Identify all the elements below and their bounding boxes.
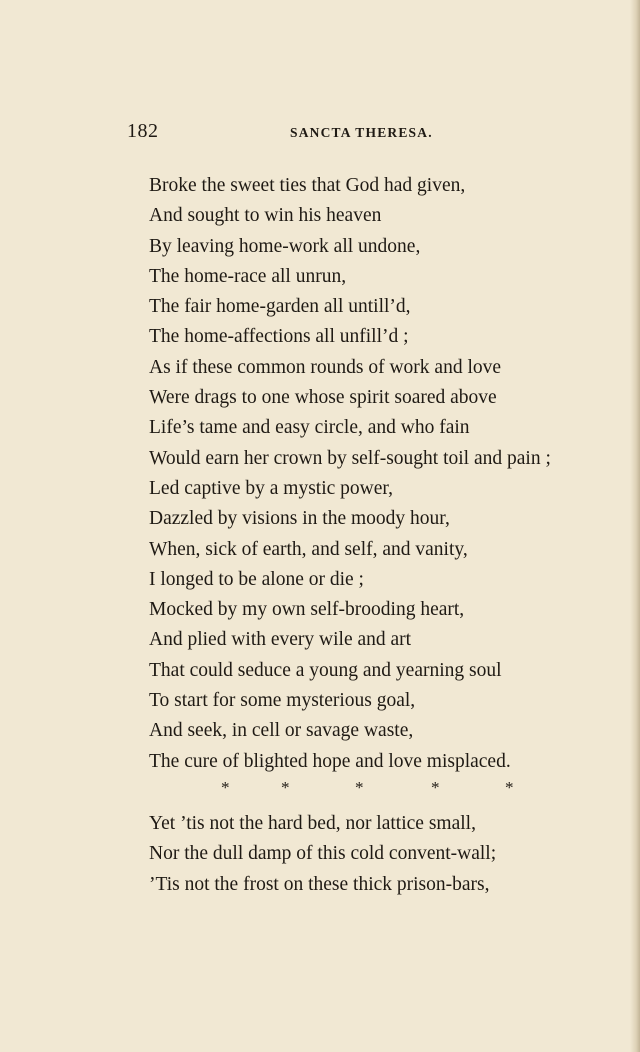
poem-line: The home-affections all unfill’d ;	[149, 326, 409, 348]
poem-line: Mocked by my own self-brooding heart,	[149, 599, 465, 621]
poem-line: Broke the sweet ties that God had given,	[149, 175, 466, 196]
poem-line: The fair home-garden all untill’d,	[149, 296, 411, 318]
poem-line: And sought to win his heaven	[149, 205, 382, 227]
poem-line: When, sick of earth, and self, and vanity,	[149, 538, 468, 560]
poem-stanza-1	[149, 171, 619, 777]
running-head	[127, 120, 447, 150]
poem-line: By leaving home-work all undone,	[149, 235, 421, 257]
running-title: SANCTA THERESA.	[290, 125, 433, 140]
poem-line: Yet ’tis not the hard bed, nor lattice small,	[149, 813, 476, 834]
page-edge-shadow	[630, 0, 640, 1052]
poem-line: ’Tis not the frost on these thick prison-bars,	[149, 873, 490, 895]
section-break	[0, 778, 640, 802]
poem-line: Led captive by a mystic power,	[149, 477, 393, 499]
poem-line: Would earn her crown by self-sought toil and pain ;	[149, 447, 551, 469]
poem-line: That could seduce a young and yearning soul	[149, 659, 502, 681]
poem-line: The cure of blighted hope and love misplaced.	[149, 750, 511, 772]
page-number: 182	[127, 120, 159, 142]
poem-line: Dazzled by visions in the moody hour,	[149, 508, 450, 530]
asterisk-mark: *	[281, 778, 290, 797]
poem-line: Were drags to one whose spirit soared above	[149, 387, 497, 409]
asterisk-mark: *	[355, 778, 364, 797]
poem-stanza-2	[149, 809, 619, 900]
poem-line: I longed to be alone or die ;	[149, 568, 364, 590]
poem-line: As if these common rounds of work and love	[149, 356, 502, 378]
poem-line: Life’s tame and easy circle, and who fain	[149, 417, 470, 439]
poem-line: And plied with every wile and art	[149, 629, 412, 651]
asterisk-mark: *	[431, 778, 440, 797]
asterisk-mark: *	[221, 778, 230, 797]
poem-line: And seek, in cell or savage waste,	[149, 720, 414, 742]
poem-line: The home-race all unrun,	[149, 265, 347, 287]
asterisk-mark: *	[505, 778, 514, 797]
poem-line: To start for some mysterious goal,	[149, 690, 416, 712]
poem-line: Nor the dull damp of this cold convent-wall;	[149, 843, 497, 865]
